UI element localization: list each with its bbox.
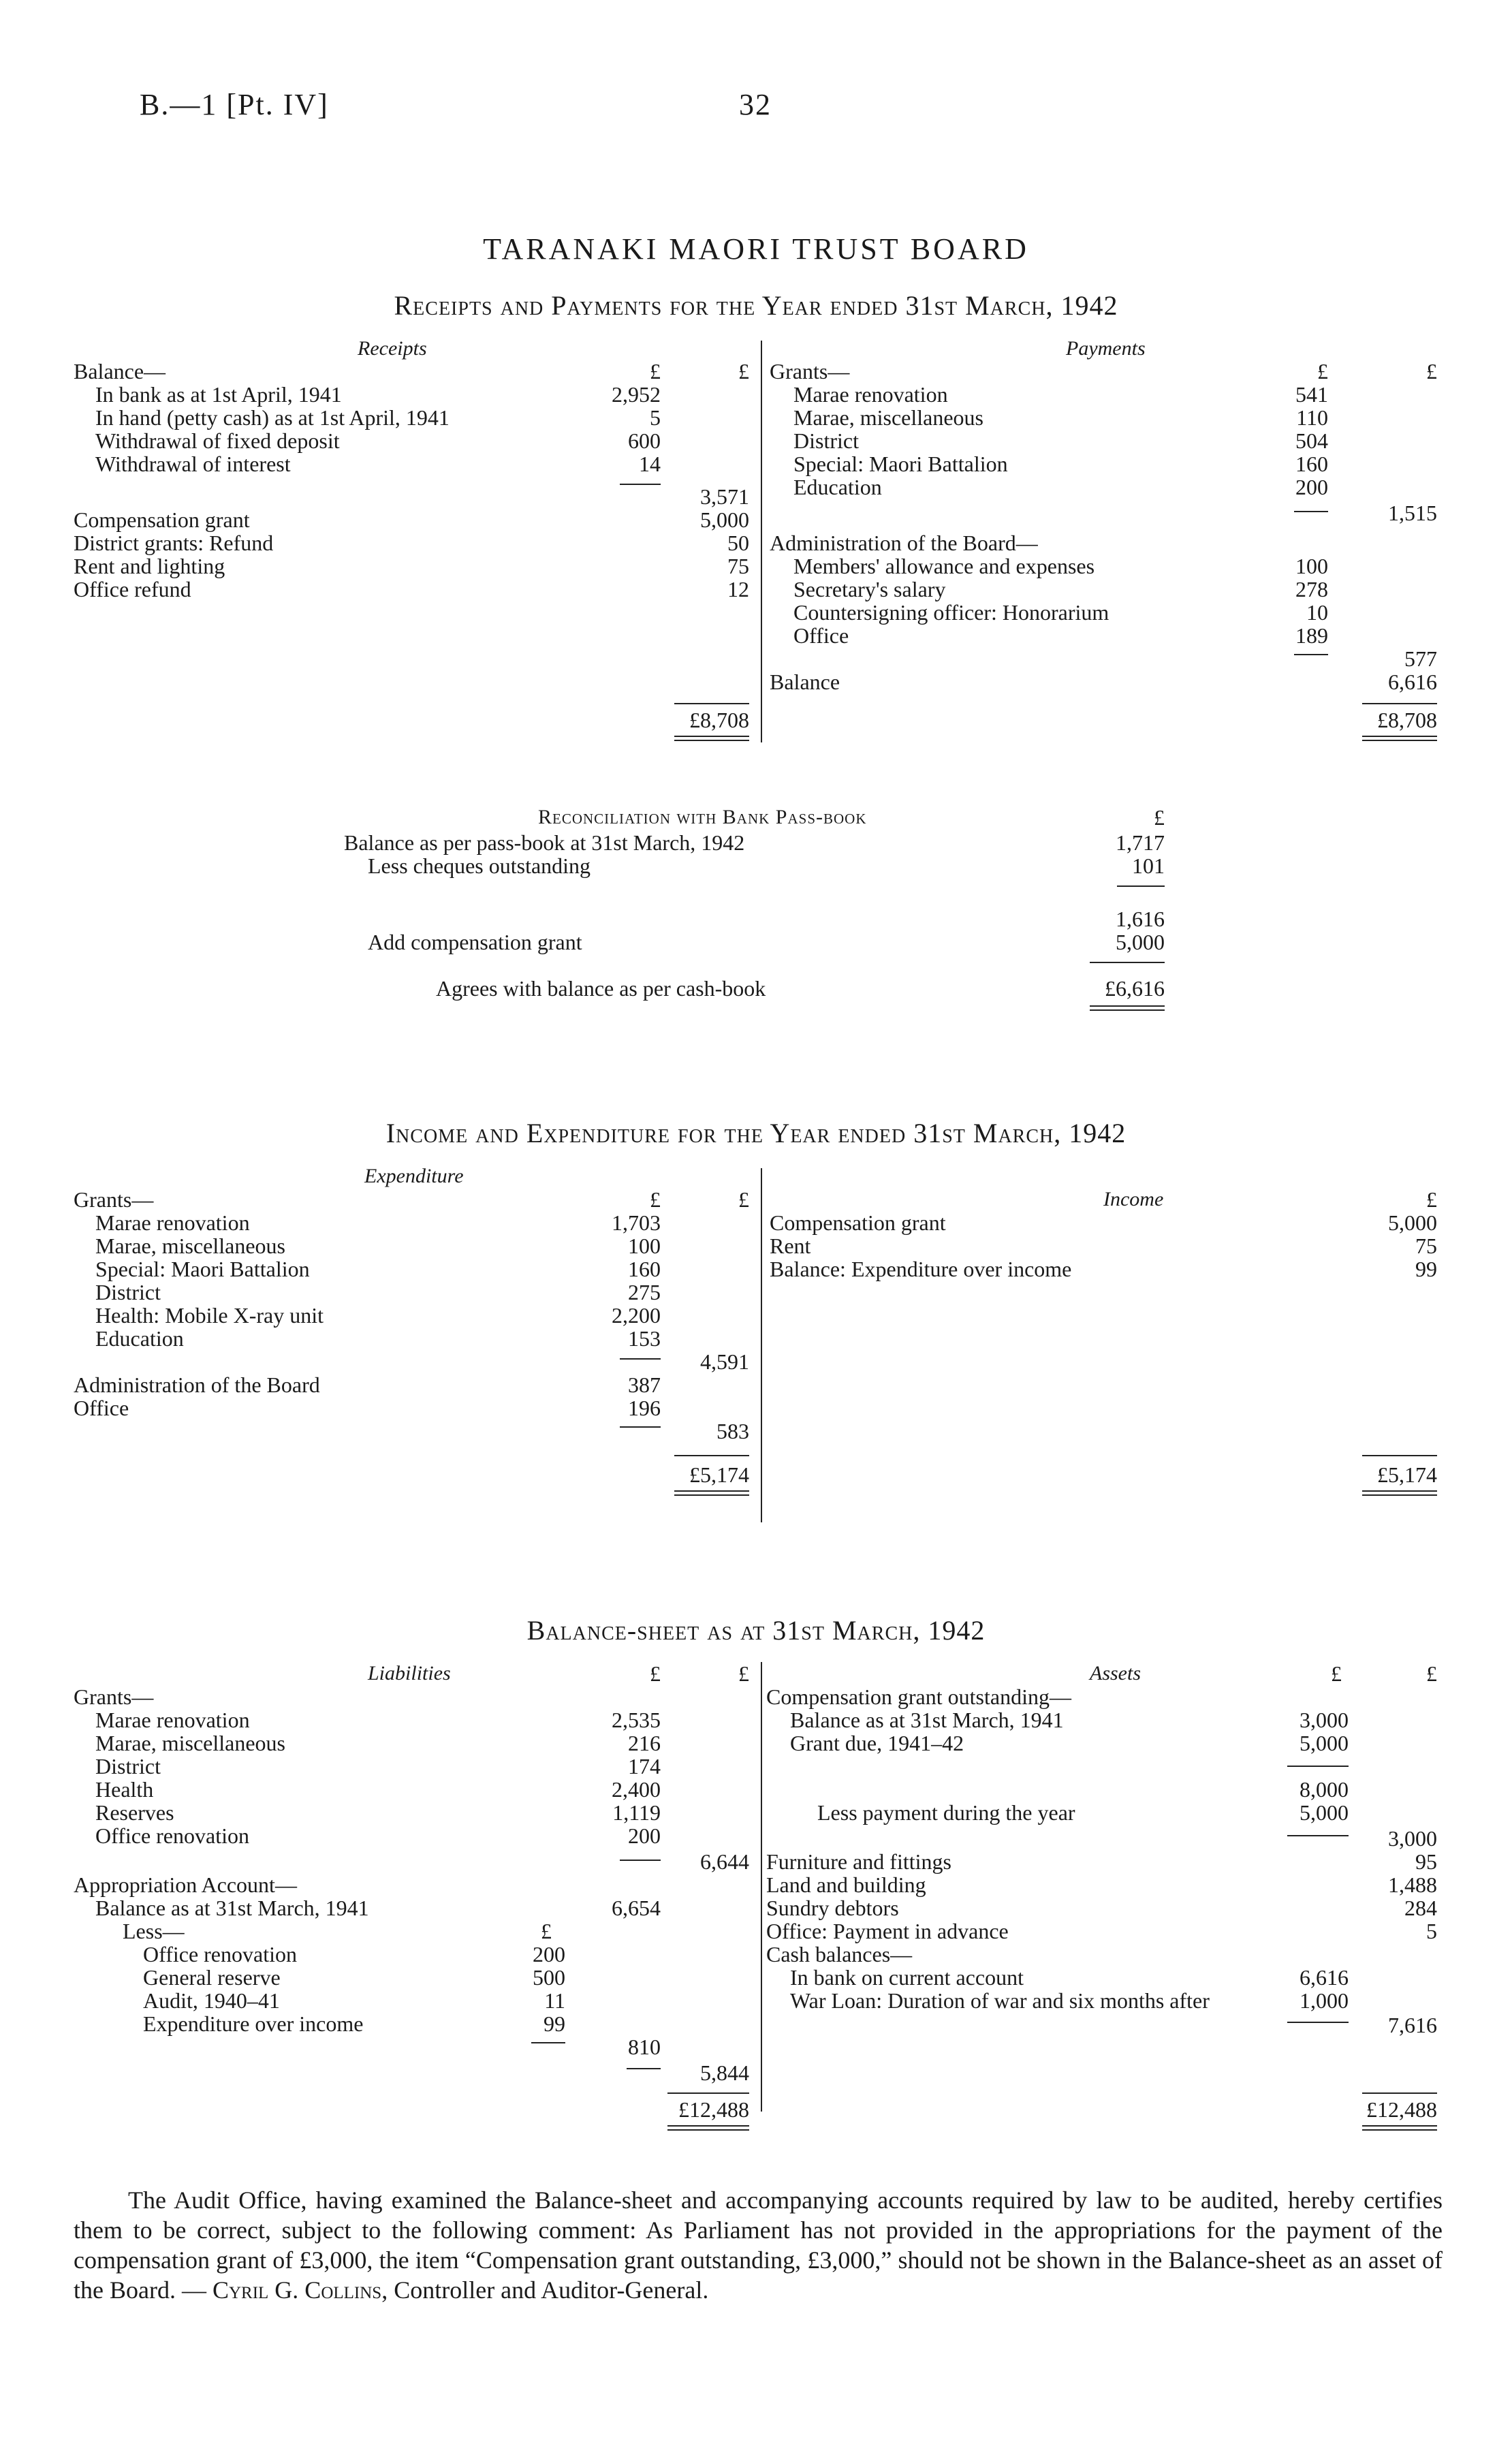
cash-label: Cash balances— <box>766 1942 913 1966</box>
double-rule <box>674 1490 749 1496</box>
list-item: Education <box>793 475 882 499</box>
list-item: Office refund <box>74 577 191 601</box>
page-number: 32 <box>739 88 772 121</box>
amount: 12 <box>727 577 749 601</box>
column-divider <box>761 1168 762 1522</box>
amount: 196 <box>628 1396 661 1420</box>
approp-label: Appropriation Account— <box>74 1872 297 1897</box>
document-reference: B.—1 [Pt. IV] <box>140 88 329 121</box>
subtotal-rule <box>1090 962 1165 963</box>
list-item: Marae renovation <box>95 1708 250 1732</box>
list-item: District <box>793 428 859 453</box>
pound-sign: £ <box>1426 1187 1437 1212</box>
list-item: Land and building <box>766 1872 926 1897</box>
list-item: Audit, 1940–41 <box>143 1988 280 2013</box>
amount: 1,717 <box>1116 830 1165 855</box>
auditor-signature: Cyril G. Collins <box>212 2276 382 2304</box>
amount: 500 <box>533 1965 565 1990</box>
payments-total: £8,708 <box>1377 708 1437 732</box>
list-item: District <box>95 1754 161 1778</box>
pound-sign: £ <box>541 1919 552 1943</box>
total-rule <box>1362 1455 1437 1456</box>
list-item: Reserves <box>95 1800 174 1825</box>
list-item: Compensation grant <box>74 507 250 532</box>
amount: 504 <box>1295 428 1328 453</box>
list-item: Marae renovation <box>793 382 948 407</box>
amount: 160 <box>1295 452 1328 476</box>
grants-label: Grants— <box>74 1187 154 1212</box>
list-item: Compensation grant <box>770 1210 946 1235</box>
subtotal-rule <box>1287 1835 1349 1836</box>
list-item: Balance: Expenditure over income <box>770 1257 1072 1281</box>
page-title: TARANAKI MAORI TRUST BOARD <box>483 232 1029 266</box>
pound-sign: £ <box>738 1187 749 1212</box>
amount: 153 <box>628 1326 661 1351</box>
assets-label: Assets <box>1090 1662 1141 1684</box>
amount: 216 <box>628 1731 661 1755</box>
liabilities-label: Liabilities <box>368 1662 451 1684</box>
amount: 5,000 <box>1116 930 1165 954</box>
grants-label: Grants— <box>74 1684 154 1709</box>
amount: 200 <box>533 1942 565 1966</box>
list-item: Secretary's salary <box>793 577 946 601</box>
subtotal: 4,591 <box>700 1349 749 1374</box>
pound-sign: £ <box>1426 1661 1437 1686</box>
liabilities-total: £12,488 <box>678 2097 749 2122</box>
amount: 14 <box>639 452 661 476</box>
total-rule <box>1362 703 1437 704</box>
total-rule <box>667 2092 749 2094</box>
subtotal: 7,616 <box>1388 2013 1437 2037</box>
list-item: Health: Mobile X-ray unit <box>95 1303 324 1328</box>
amount: 100 <box>628 1234 661 1258</box>
subtotal-rule <box>1294 511 1328 512</box>
expenditure-label: Expenditure <box>364 1165 464 1187</box>
audit-note-text: The Audit Office, having examined the Balance-sheet and accompanying accounts required by law to be audited, hereby certifies them to be correct, subject to the following comment: As Parliament has not provided in the appropriations for the payment of the compensation grant of £3,000, the item “Compensation grant outstanding, £3,000,” should not be shown in the Balance-sheet as an asset of the Board. <box>74 2186 1443 2304</box>
list-item: War Loan: Duration of war and six months after <box>790 1988 1210 2013</box>
amount: 174 <box>628 1754 661 1778</box>
list-item: Office <box>793 623 849 648</box>
subtotal: 810 <box>628 2035 661 2059</box>
total-rule <box>674 703 749 704</box>
double-rule <box>667 2125 749 2131</box>
amount: 110 <box>1296 405 1328 430</box>
balance-sheet-heading: Balance-sheet as at 31st March, 1942 <box>526 1615 986 1646</box>
double-rule <box>1090 1005 1165 1011</box>
amount: 200 <box>1295 475 1328 499</box>
amount: 10 <box>1306 600 1328 625</box>
pound-sign: £ <box>1317 359 1328 383</box>
list-item: Special: Maori Battalion <box>793 452 1008 476</box>
list-item: Balance as at 31st March, 1941 <box>790 1708 1064 1732</box>
list-item: General reserve <box>143 1965 281 1990</box>
list-item: Rent and lighting <box>74 554 225 578</box>
income-expenditure-heading: Income and Expenditure for the Year ended 31st March, 1942 <box>385 1118 1127 1148</box>
pound-sign: £ <box>738 359 749 383</box>
receipts-label: Receipts <box>358 337 427 360</box>
amount: 6,616 <box>1300 1965 1349 1990</box>
subtotal: 1,515 <box>1388 501 1437 525</box>
list-item: Less cheques outstanding <box>368 853 591 878</box>
amount: 75 <box>727 554 749 578</box>
list-item: Rent <box>770 1234 811 1258</box>
amount: 278 <box>1295 577 1328 601</box>
amount: 1,000 <box>1300 1988 1349 2013</box>
amount: 5,000 <box>700 507 749 532</box>
list-item: Balance as per pass-book at 31st March, 1942 <box>344 830 745 855</box>
amount: 6,654 <box>612 1896 661 1920</box>
subtotal-rule <box>1294 654 1328 655</box>
list-item: Office renovation <box>95 1823 249 1848</box>
amount: 5 <box>650 405 661 430</box>
grants-label: Grants— <box>770 359 850 383</box>
pound-sign: £ <box>650 359 661 383</box>
audit-note: The Audit Office, having examined the Balance-sheet and accompanying accounts required by law to be audited, hereby certifies them to be correct, subject to the following comment: As Parliament has not provided in the appropriations for the payment of the compensation grant of £3,000, the item “Compensation grant outstanding, £3,000,” should not be shown in the Balance-sheet as an asset of the Board. — Cyril G. Collins, Controller and Auditor-General. <box>74 2186 1443 2304</box>
amount: 2,400 <box>612 1777 661 1802</box>
subtotal-rule <box>531 2042 565 2043</box>
pound-sign: £ <box>1426 359 1437 383</box>
double-rule <box>1362 1490 1437 1496</box>
amount: 99 <box>1415 1257 1437 1281</box>
less-label: Less— <box>123 1919 185 1943</box>
amount: 5,000 <box>1388 1210 1437 1235</box>
amount: 387 <box>628 1373 661 1397</box>
total-rule <box>1362 2092 1437 2094</box>
amount: 101 <box>1132 853 1165 878</box>
list-item: Administration of the Board <box>74 1373 320 1397</box>
list-item: District <box>95 1280 161 1304</box>
amount: 11 <box>544 1988 565 2013</box>
amount: 5,000 <box>1300 1800 1349 1825</box>
expenditure-total: £5,174 <box>689 1462 749 1487</box>
agrees-amount: £6,616 <box>1105 976 1165 1001</box>
subtotal-rule <box>1117 885 1165 887</box>
list-item: District grants: Refund <box>74 531 274 555</box>
amount: 600 <box>628 428 661 453</box>
amount: 100 <box>1295 554 1328 578</box>
amount: 189 <box>1295 623 1328 648</box>
amount: 99 <box>544 2011 565 2036</box>
list-item: In hand (petty cash) as at 1st April, 1941 <box>95 405 450 430</box>
receipts-balance-label: Balance— <box>74 359 166 383</box>
list-item: Office <box>74 1396 129 1420</box>
list-item: Grant due, 1941–42 <box>790 1731 964 1755</box>
amount: 1,703 <box>612 1210 661 1235</box>
subtotal: 5,844 <box>700 2060 749 2085</box>
balance-label: Balance <box>770 670 840 694</box>
payments-label: Payments <box>1066 337 1146 360</box>
amount: 5,000 <box>1300 1731 1349 1755</box>
list-item: Balance as at 31st March, 1941 <box>95 1896 369 1920</box>
amount: 1,119 <box>612 1800 661 1825</box>
column-divider <box>761 1662 762 2112</box>
auditor-title: Controller and Auditor-General. <box>394 2276 709 2304</box>
amount: 200 <box>628 1823 661 1848</box>
admin-label: Administration of the Board— <box>770 531 1038 555</box>
list-item: Countersigning officer: Honorarium <box>793 600 1109 625</box>
receipts-total: £8,708 <box>689 708 749 732</box>
amount: 5 <box>1426 1919 1437 1943</box>
amount: 6,616 <box>1388 670 1437 694</box>
subtotal: 3,571 <box>700 484 749 509</box>
list-item: Marae, miscellaneous <box>95 1234 285 1258</box>
pound-sign: £ <box>738 1661 749 1686</box>
receipts-payments-heading: Receipts and Payments for the Year ended 31st March, 1942 <box>394 290 1118 321</box>
list-item: Office renovation <box>143 1942 297 1966</box>
list-item: Marae, miscellaneous <box>95 1731 285 1755</box>
list-item: In bank as at 1st April, 1941 <box>95 382 342 407</box>
subtotal-rule <box>1287 1766 1349 1767</box>
pound-sign: £ <box>650 1661 661 1686</box>
subtotal: 577 <box>1404 646 1437 671</box>
subtotal-rule <box>1287 2022 1349 2023</box>
amount: 160 <box>628 1257 661 1281</box>
amount: 284 <box>1404 1896 1437 1920</box>
double-rule <box>1362 736 1437 741</box>
column-divider <box>761 341 762 742</box>
list-item: In bank on current account <box>790 1965 1024 1990</box>
amount: 541 <box>1295 382 1328 407</box>
subtotal: 1,616 <box>1116 907 1165 931</box>
comp-label: Compensation grant outstanding— <box>766 1684 1071 1709</box>
amount: 3,000 <box>1300 1708 1349 1732</box>
income-total: £5,174 <box>1377 1462 1437 1487</box>
list-item: Office: Payment in advance <box>766 1919 1009 1943</box>
double-rule <box>674 736 749 741</box>
double-rule <box>1362 2125 1437 2131</box>
amount: 1,488 <box>1388 1872 1437 1897</box>
less-label: Less payment during the year <box>817 1800 1075 1825</box>
list-item: Special: Maori Battalion <box>95 1257 310 1281</box>
subtotal: 3,000 <box>1388 1826 1437 1851</box>
subtotal: 583 <box>716 1419 749 1443</box>
amount: 2,535 <box>612 1708 661 1732</box>
list-item: Withdrawal of interest <box>95 452 291 476</box>
amount: 75 <box>1415 1234 1437 1258</box>
pound-sign: £ <box>1331 1661 1342 1686</box>
amount: 95 <box>1415 1849 1437 1874</box>
amount: 50 <box>727 531 749 555</box>
assets-total: £12,488 <box>1366 2097 1437 2122</box>
list-item: Sundry debtors <box>766 1896 899 1920</box>
list-item: Withdrawal of fixed deposit <box>95 428 340 453</box>
list-item: Expenditure over income <box>143 2011 364 2036</box>
subtotal: 8,000 <box>1300 1777 1349 1802</box>
total-rule <box>674 1455 749 1456</box>
amount: 2,952 <box>612 382 661 407</box>
amount: 2,200 <box>612 1303 661 1328</box>
list-item: Health <box>95 1777 154 1802</box>
amount: 275 <box>628 1280 661 1304</box>
subtotal: 6,644 <box>700 1849 749 1874</box>
list-item: Education <box>95 1326 184 1351</box>
add-label: Add compensation grant <box>368 930 582 954</box>
list-item: Members' allowance and expenses <box>793 554 1095 578</box>
reconciliation-heading: Reconciliation with Bank Pass-book <box>538 806 867 828</box>
list-item: Marae renovation <box>95 1210 250 1235</box>
list-item: Marae, miscellaneous <box>793 405 983 430</box>
agrees-label: Agrees with balance as per cash-book <box>436 976 766 1001</box>
pound-sign: £ <box>1154 805 1165 830</box>
list-item: Furniture and fittings <box>766 1849 951 1874</box>
income-label: Income <box>1103 1188 1164 1210</box>
pound-sign: £ <box>650 1187 661 1212</box>
